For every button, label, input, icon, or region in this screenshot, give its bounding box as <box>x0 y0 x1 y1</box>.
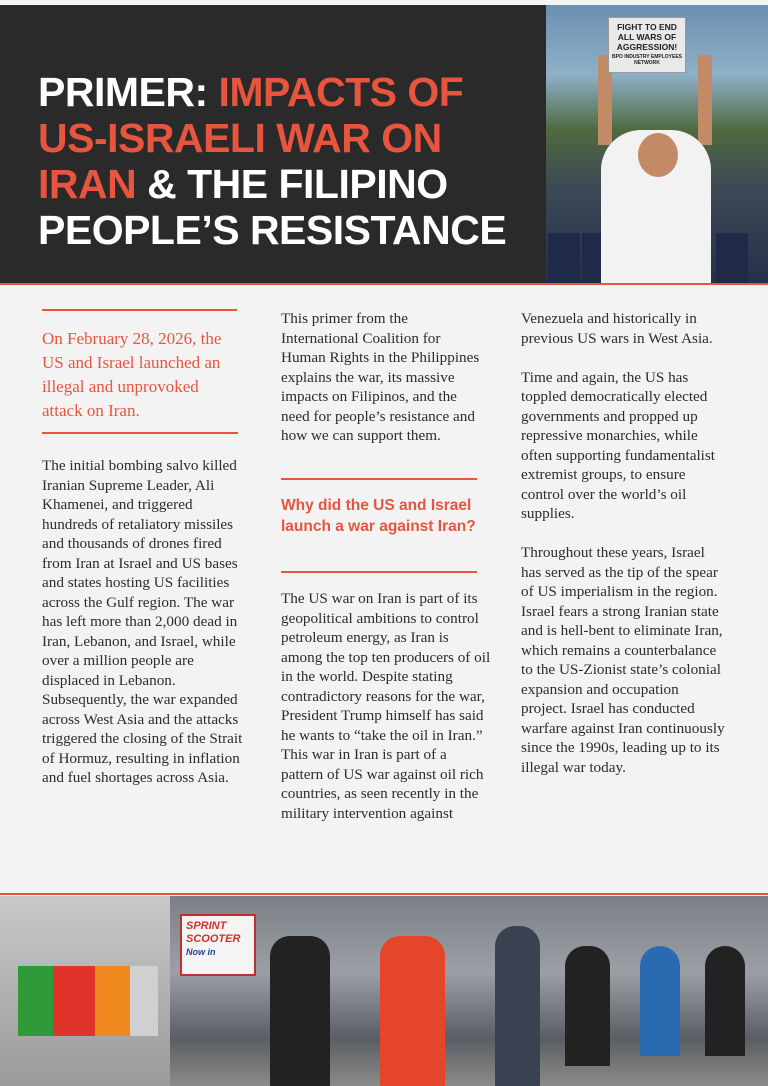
lead-rule-bottom <box>42 432 238 434</box>
rider <box>495 926 540 1086</box>
paragraph: Venezuela and historically in previous US wars in West Asia. <box>521 310 713 347</box>
paragraph: The initial bombing salvo killed Iranian Supreme Leader, Ali Khamenei, and triggered hundreds of retaliatory missiles and thousands of drones fired from Iran at Israel and US bases and states hosting US facilities across the Gulf region. The war has left more than 2,000 dead in Iran, Lebanon, and Israel, while over a million people are displaced in Lebanon. Subsequently, the war expanded across West Asia and the attacks triggered the closing of the Strait of Hormuz, resulting in inflation and fuel shortages across Asia. <box>42 457 243 786</box>
footer-divider <box>0 893 768 895</box>
column-1 <box>42 456 247 807</box>
title-highlight: IMPACTS OF US-ISRAELI WAR ON IRAN <box>38 69 464 207</box>
sign-line: SCOOTER <box>186 933 241 945</box>
rider <box>640 946 680 1056</box>
rider-red-shirt <box>380 936 445 1086</box>
paragraph: Time and again, the US has toppled democratically elected governments and propped up repressive monarchies, while often supporting fundamentalist extremist groups, to ensure control over the world’s oil supplies. <box>521 368 716 522</box>
header-banner <box>0 5 546 283</box>
police-figure <box>548 233 580 283</box>
column-2-intro <box>281 309 484 465</box>
paragraph: The US war on Iran is part of its geopolitical ambitions to control petroleum energy, as Iran is among the top ten producers of oil in the world. Despite stating contradictory reasons for the war, President Trump himself has said he wants to “take the oil in Iran.” This war in Iran is part of a pattern of US war against oil rich countries, as seen recently in the military intervention against <box>281 590 491 822</box>
sign-subtext: BPO INDUSTRY EMPLOYEES NETWORK <box>611 54 682 66</box>
column-2 <box>281 589 491 843</box>
rider <box>270 936 330 1086</box>
paragraph: Throughout these years, Israel has served as the tip of the spear of US imperialism in the region. Israel fears a strong Iranian state and is hell-bent to eliminate Iran, which remains a counterbalance to the US-Zionist state’s colonial expansion and occupation project. Israel has conducted warfare against Iran continuously since the 1990s, leading up to its illegal war today. <box>521 544 725 776</box>
fuel-pump <box>0 896 170 1086</box>
title-prefix: PRIMER: <box>38 69 219 115</box>
column-3 <box>521 309 728 797</box>
rider <box>565 946 610 1066</box>
title-suffix: & THE FILIPINO PEOPLE’S RESISTANCE <box>38 161 507 253</box>
police-figure <box>716 233 748 283</box>
question-rule-top <box>281 478 477 480</box>
lead-statement: On February 28, 2026, the US and Israel launched an illegal and unprovoked attack on Iran. <box>42 329 222 420</box>
intro-paragraph: This primer from the International Coalition for Human Rights in the Philippines explains the war, its massive impacts on Filipinos, and the need for people’s resistance and how we can support them. <box>281 310 480 444</box>
sign-text: FIGHT TO END ALL WARS OF AGGRESSION! <box>616 22 678 52</box>
raised-arm <box>698 55 712 145</box>
shop-sign <box>180 914 256 976</box>
rider <box>705 946 745 1056</box>
question-rule-bottom <box>281 571 477 573</box>
section-heading: Why did the US and Israel launch a war against Iran? <box>281 497 476 535</box>
protest-sign <box>608 17 686 73</box>
sign-line: Now in <box>186 947 216 957</box>
lead-rule-top <box>42 309 237 311</box>
page-title <box>38 69 538 253</box>
protester-photo <box>546 5 768 283</box>
header-divider <box>0 283 768 285</box>
pump-nozzles <box>18 966 158 1036</box>
sign-line: SPRINT <box>186 920 227 932</box>
protester-head <box>638 133 678 177</box>
gas-station-photo <box>0 896 768 1086</box>
